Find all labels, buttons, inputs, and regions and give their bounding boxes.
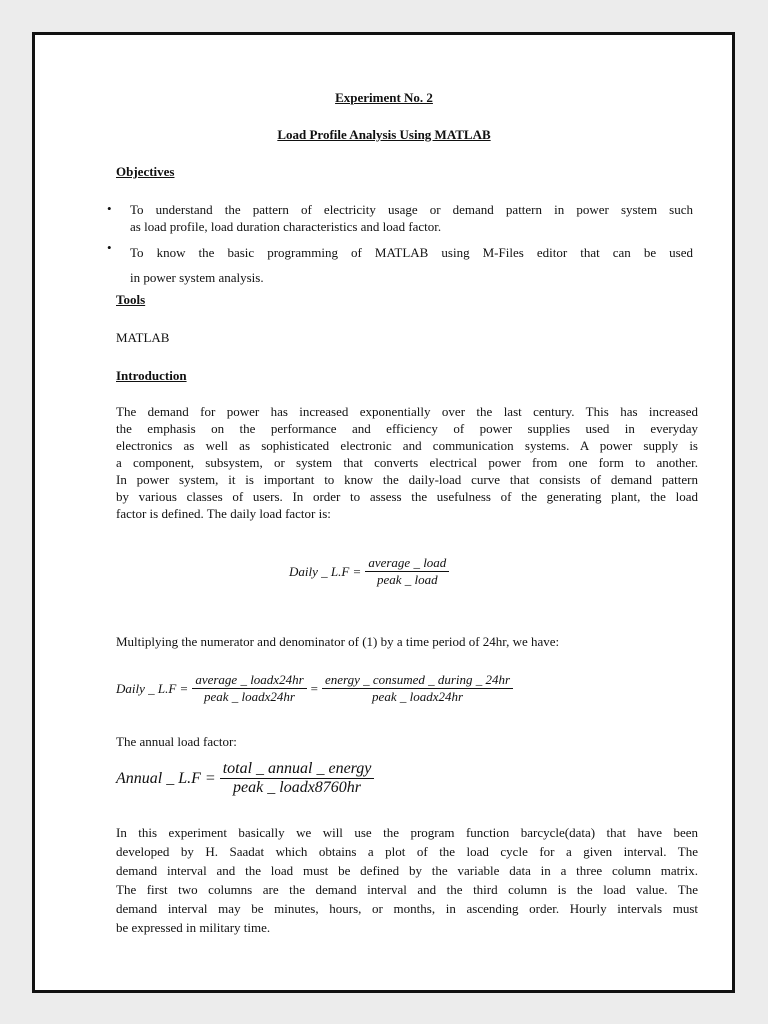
annual-load-factor-text: The annual load factor:: [116, 734, 237, 749]
objectives-heading: Objectives: [116, 164, 175, 179]
bullet-icon: •: [107, 240, 112, 255]
annual-load-factor-equation: Annual _ L.F = $\frac{\text{total \_ annual \_ energy}}{\text{peak \_ loadx8760hr}}$: [116, 760, 378, 797]
tools-item: MATLAB: [116, 330, 170, 345]
objective-item: To know the basic programming of MATLAB using M-Files editor that can be used in power system analysis.: [130, 245, 693, 285]
document-title: Load Profile Analysis Using MATLAB: [277, 127, 491, 142]
daily-load-factor-24hr-equation: Daily _ L.F = $\frac{\text{average \_ loadx24hr}}{\text{peak \_ loadx24hr}}$ = $\frac{\text{energy \_ consumed \_ during \_ 24hr}}{\text{peak \_ loadx24hr}}$: [116, 672, 517, 705]
multiplying-text: Multiplying the numerator and denominator of (1) by a time period of 24hr, we have:: [116, 634, 560, 649]
daily-load-factor-equation: Daily _ L.F = $\frac{\text{average \_ load}}{\text{peak \_ load}}$: [289, 555, 453, 588]
experiment-paragraph: In this experiment basically we will use the program function barcycle(data) that have been developed by H. Saadat which obtains a plot of the load cycle for a given interval. The demand interval and the load must be defined by the variable data in a three column matrix. The first two columns are the demand interval and the third column is the load value. The demand interval may be minutes, hours, or months, in ascending order. Hourly intervals must be expressed in military time.: [116, 825, 698, 935]
bullet-icon: •: [107, 201, 112, 216]
objective-item: To understand the pattern of electricity usage or demand pattern in power system such as load profile, load duration characteristics and load factor.: [130, 202, 693, 234]
introduction-paragraph: The demand for power has increased exponentially over the last century. This has increased the emphasis on the performance and efficiency of power supplies used in everyday electronics as well as sophisticated electronic and communication systems. A power supply is a component, subsystem, or system that converts electrical power from one form to another. In power system, it is important to know the daily-load curve that consists of demand pattern by various classes of users. In order to assess the usefulness of the generating plant, the load factor is defined. The daily load factor is:: [116, 404, 698, 521]
experiment-number: Experiment No. 2: [335, 90, 433, 105]
introduction-heading: Introduction: [116, 368, 187, 383]
tools-heading: Tools: [116, 292, 146, 307]
